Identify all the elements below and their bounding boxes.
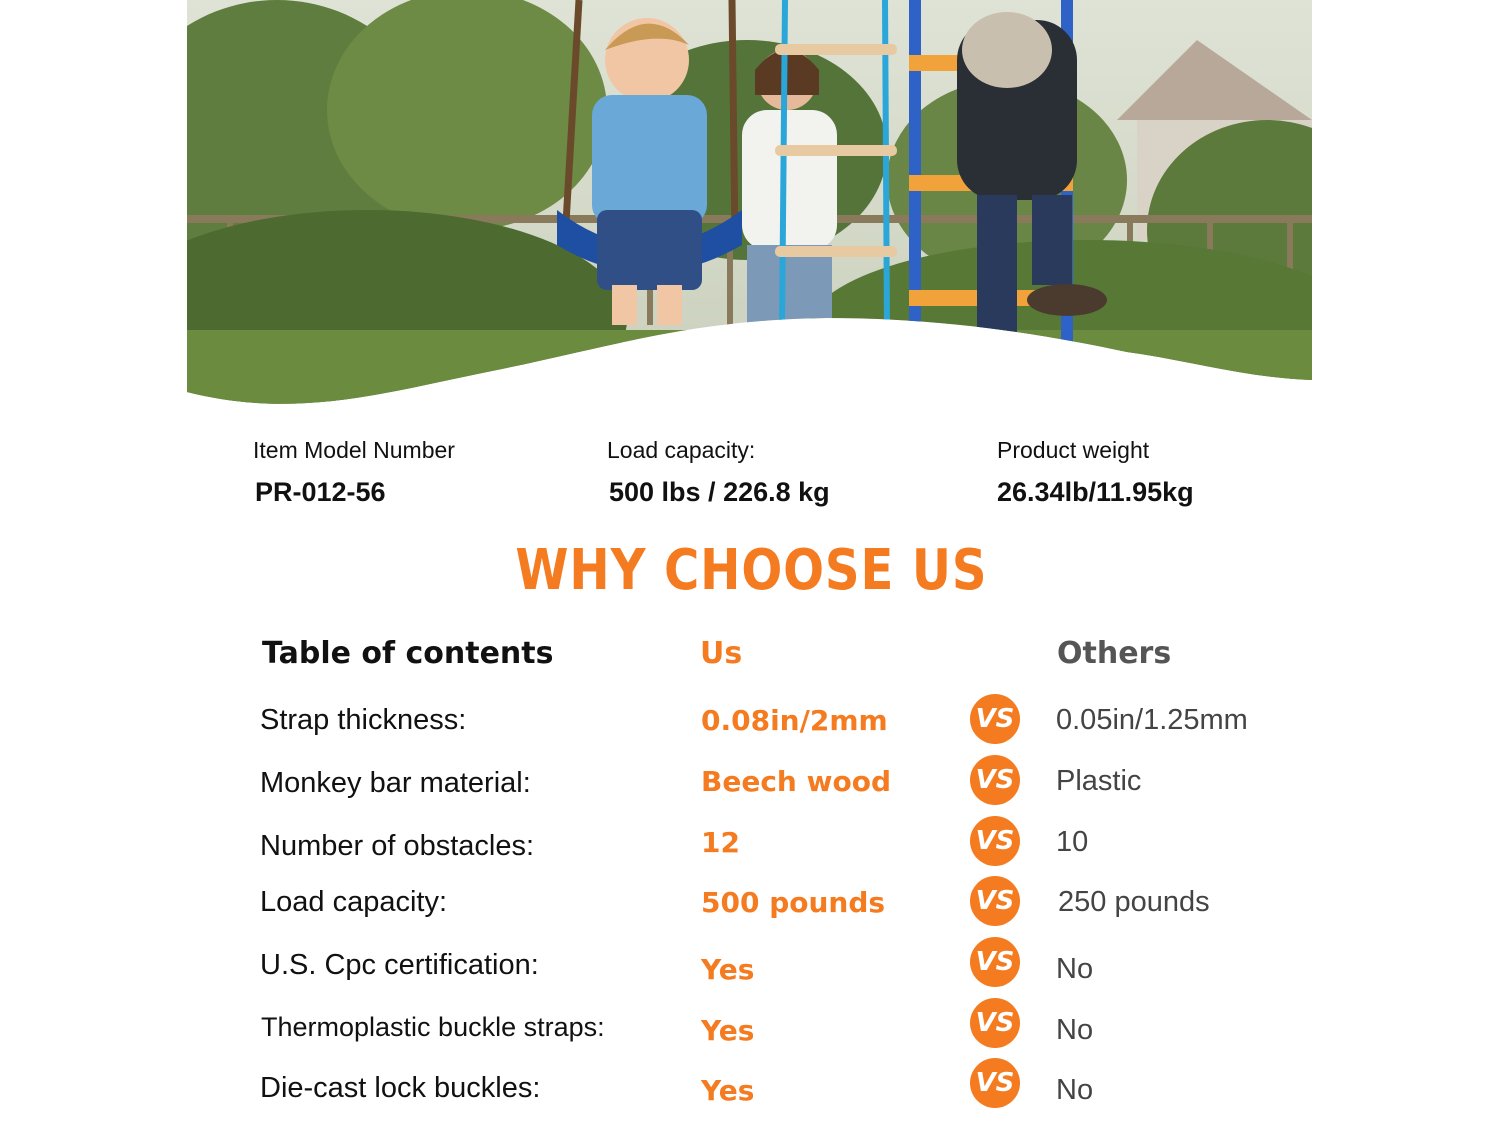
- row-us-value: 12: [701, 826, 740, 859]
- table-row: [0, 886, 1500, 946]
- spec-value: 500 lbs / 226.8 kg: [609, 477, 830, 507]
- spec-value: PR-012-56: [255, 477, 386, 507]
- row-us-value: Beech wood: [701, 765, 891, 798]
- row-label: Strap thickness:: [260, 704, 467, 736]
- row-others-value: 0.05in/1.25mm: [1056, 704, 1248, 736]
- row-others-value: 10: [1056, 826, 1089, 858]
- row-label: Die-cast lock buckles:: [260, 1072, 541, 1104]
- row-others-value: No: [1056, 1074, 1094, 1106]
- spec-load-capacity: [607, 436, 830, 508]
- row-us-value: 500 pounds: [701, 886, 886, 919]
- vs-badge-icon: [970, 755, 1020, 805]
- header-us: Us: [700, 636, 743, 671]
- table-row: [0, 1008, 1500, 1072]
- row-label: U.S. Cpc certification:: [260, 949, 539, 981]
- row-others-value: 250 pounds: [1058, 886, 1210, 918]
- spec-row: [0, 436, 1500, 516]
- vs-label: VS: [975, 1008, 1015, 1038]
- row-others-value: No: [1056, 953, 1094, 985]
- row-us-value: Yes: [701, 1074, 755, 1107]
- vs-badge-icon: [970, 937, 1020, 987]
- header-contents: Table of contents: [262, 636, 554, 671]
- spec-label: Product weight: [997, 437, 1150, 463]
- row-label: Thermoplastic buckle straps:: [261, 1012, 605, 1042]
- table-row: [0, 765, 1500, 825]
- hero-illustration: [187, 0, 1312, 415]
- vs-label: VS: [975, 886, 1015, 916]
- why-choose-us-heading: WHY CHOOSE US: [515, 538, 988, 603]
- row-label: Load capacity:: [260, 886, 448, 918]
- spec-product-weight: [997, 436, 1194, 508]
- table-row: [0, 704, 1500, 764]
- vs-badge-icon: [970, 1058, 1020, 1108]
- vs-badge-icon: [970, 876, 1020, 926]
- vs-badge-icon: [970, 816, 1020, 866]
- table-row: [0, 826, 1500, 886]
- spec-label: Item Model Number: [253, 437, 455, 463]
- spec-value: 26.34lb/11.95kg: [997, 477, 1194, 507]
- vs-label: VS: [975, 947, 1015, 977]
- vs-label: VS: [975, 1068, 1015, 1098]
- row-others-value: No: [1056, 1014, 1094, 1046]
- spec-model-number: [253, 436, 455, 508]
- vs-label: VS: [975, 826, 1015, 856]
- table-row: [0, 949, 1500, 1009]
- vs-label: VS: [975, 704, 1015, 734]
- vs-badge-icon: [970, 694, 1020, 744]
- row-us-value: Yes: [701, 953, 755, 986]
- header-others: Others: [1057, 636, 1172, 671]
- hero-photo: [187, 0, 1312, 415]
- table-row: [0, 1068, 1500, 1132]
- row-others-value: Plastic: [1056, 765, 1142, 797]
- row-label: Monkey bar material:: [260, 767, 531, 799]
- row-us-value: Yes: [701, 1014, 755, 1047]
- spec-label: Load capacity:: [607, 437, 756, 463]
- row-label: Number of obstacles:: [260, 830, 535, 862]
- vs-badge-icon: [970, 998, 1020, 1048]
- row-us-value: 0.08in/2mm: [701, 704, 888, 737]
- vs-label: VS: [975, 765, 1015, 795]
